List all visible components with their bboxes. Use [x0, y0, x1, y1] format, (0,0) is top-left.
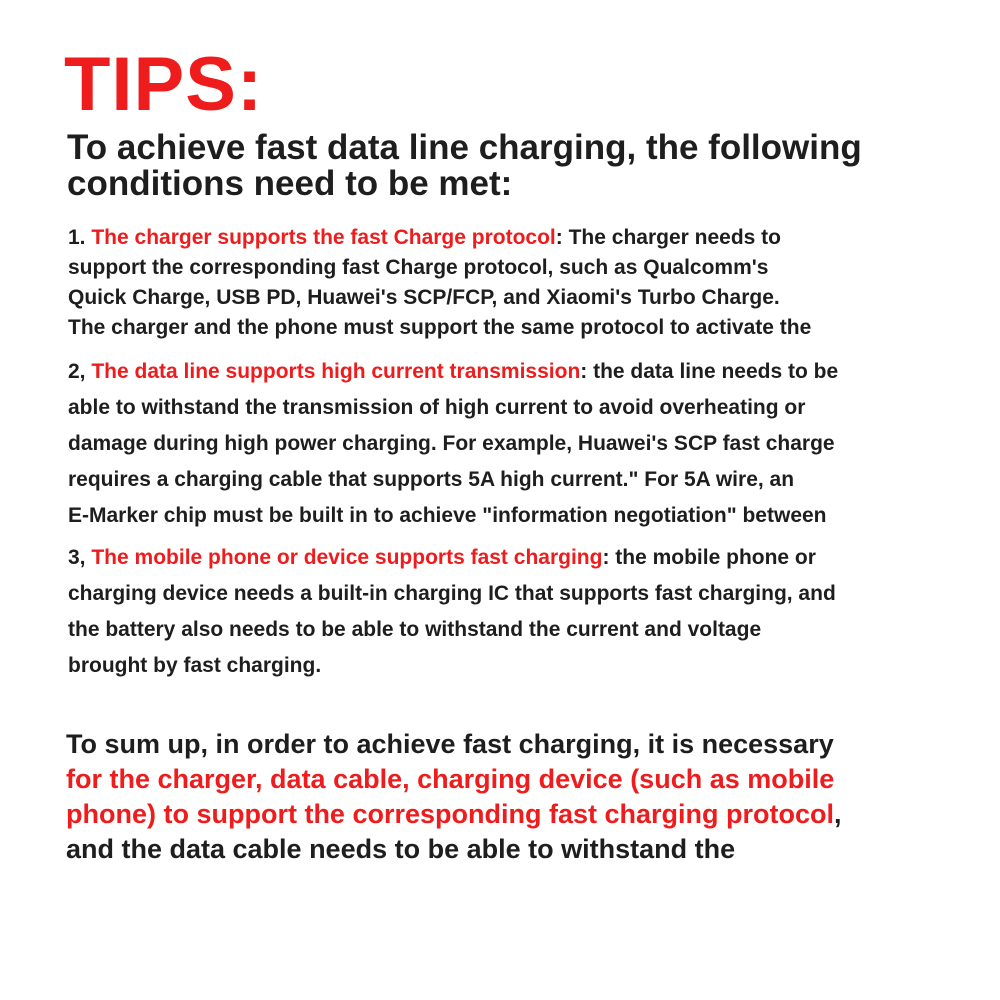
condition-line: requires a charging cable that supports 5A high current." For 5A wire, an: [68, 468, 795, 491]
summary-line: [66, 797, 966, 832]
condition-item-3: [68, 540, 968, 684]
condition-first-line: [68, 354, 968, 390]
summary-punctuation: ,: [833, 799, 842, 829]
condition-line: brought by fast charging.: [68, 654, 322, 677]
condition-number: 2,: [68, 360, 92, 383]
condition-number: 3,: [68, 546, 92, 569]
summary-highlight-line: for the charger, data cable, charging device (such as mobile: [66, 764, 835, 794]
condition-line: damage during high power charging. For example, Huawei's SCP fast charge: [68, 432, 835, 455]
condition-number: 1.: [68, 226, 92, 249]
condition-line: the battery also needs to be able to withstand the current and voltage: [68, 618, 762, 641]
tips-heading: TIPS:: [64, 42, 264, 127]
summary-line: To sum up, in order to achieve fast charging, it is necessary: [66, 729, 834, 759]
condition-first-line: [68, 540, 968, 576]
condition-item-2: [68, 354, 968, 534]
condition-line: The charger and the phone must support the same protocol to activate the: [68, 316, 812, 339]
summary-highlight: phone) to support the corresponding fast charging protocol: [66, 799, 834, 829]
condition-line: E-Marker chip must be built in to achieve "information negotiation" between: [68, 504, 827, 527]
condition-highlight: The mobile phone or device supports fast charging: [91, 546, 603, 569]
condition-line: support the corresponding fast Charge protocol, such as Qualcomm's: [68, 256, 769, 279]
summary-paragraph: [66, 727, 966, 867]
subtitle-line: To achieve fast data line charging, the following: [67, 128, 862, 167]
condition-highlight: The data line supports high current transmission: [91, 360, 581, 383]
condition-line: Quick Charge, USB PD, Huawei's SCP/FCP, and Xiaomi's Turbo Charge.: [68, 286, 780, 309]
condition-highlight: The charger supports the fast Charge protocol: [91, 226, 556, 249]
condition-item-1: [68, 223, 968, 343]
condition-first-line: [68, 223, 968, 253]
condition-text: : the data line needs to be: [580, 360, 839, 383]
condition-text: : the mobile phone or: [602, 546, 816, 569]
page-subtitle: [67, 130, 947, 202]
condition-line: able to withstand the transmission of high current to avoid overheating or: [68, 396, 806, 419]
subtitle-line: conditions need to be met:: [67, 164, 513, 203]
condition-text: : The charger needs to: [555, 226, 781, 249]
condition-line: charging device needs a built-in charging IC that supports fast charging, and: [68, 582, 836, 605]
summary-line: and the data cable needs to be able to withstand the: [66, 834, 736, 864]
